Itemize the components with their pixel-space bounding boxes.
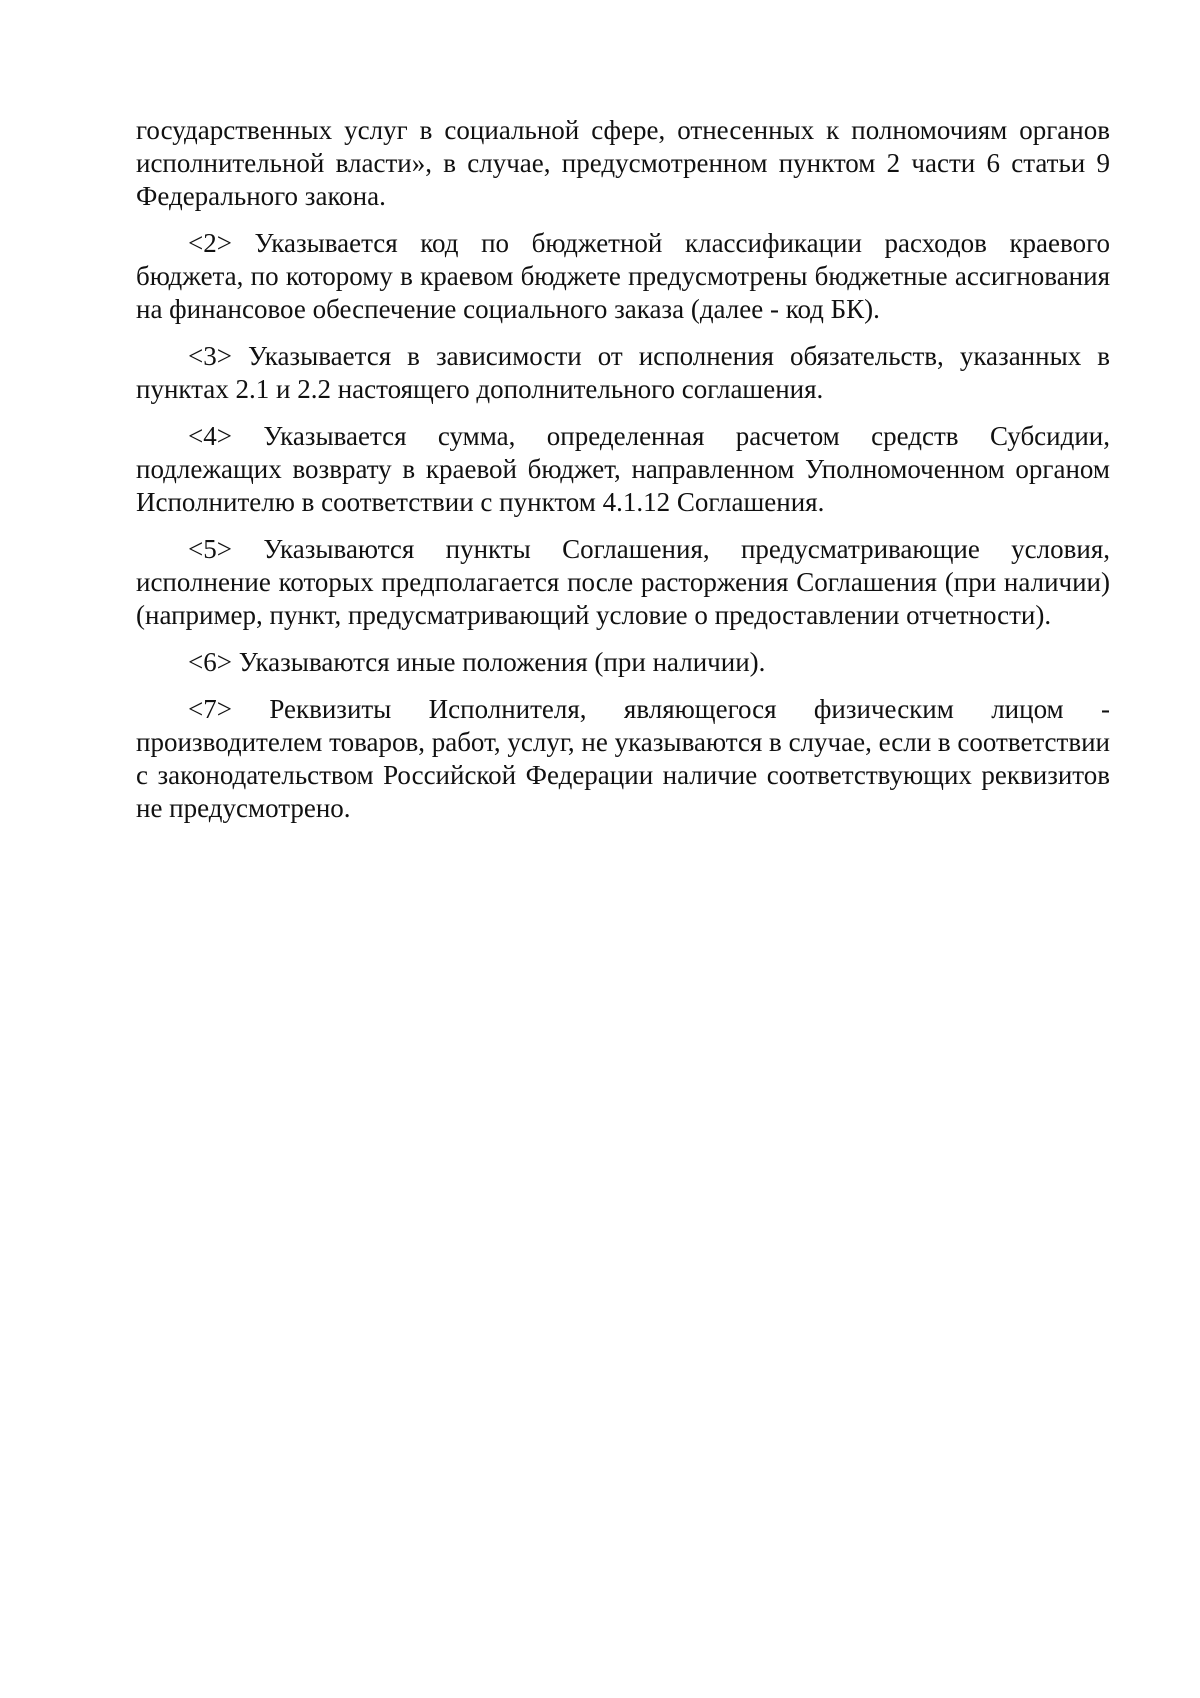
paragraph-continuation: государственных услуг в социальной сфере, отнесенных к полномочиям органов исполнительной власти», в случае, предусмотренном пунктом 2 части 6 статьи 9 Федерального закона. [136,115,1110,211]
footnote-3: <3> Указывается в зависимости от исполнения обязательств, указанных в пунктах 2.1 и 2.2 настоящего дополнительного соглашения. [136,341,1110,404]
document-text [136,114,1110,839]
footnote-4: <4> Указывается сумма, определенная расчетом средств Субсидии, подлежащих возврату в краевой бюджет, направленном Уполномоченном органом Исполнителю в соответствии с пунктом 4.1.12 Соглашения. [136,421,1110,517]
footnote-7: <7> Реквизиты Исполнителя, являющегося физическим лицом - производителем товаров, работ, услуг, не указываются в случае, если в соответствии с законодательством Российской Федерации наличие соответствующих реквизитов не предусмотрено. [136,694,1110,823]
footnote-2: <2> Указывается код по бюджетной классификации расходов краевого бюджета, по которому в краевом бюджете предусмотрены бюджетные ассигнования на финансовое обеспечение социального заказа (далее - код БК). [136,228,1110,324]
footnote-6: <6> Указываются иные положения (при наличии). [188,647,766,677]
footnote-5: <5> Указываются пункты Соглашения, предусматривающие условия, исполнение которых предполагается после расторжения Соглашения (при наличии) (например, пункт, предусматривающий условие о предоставлении отчетности). [136,534,1110,630]
